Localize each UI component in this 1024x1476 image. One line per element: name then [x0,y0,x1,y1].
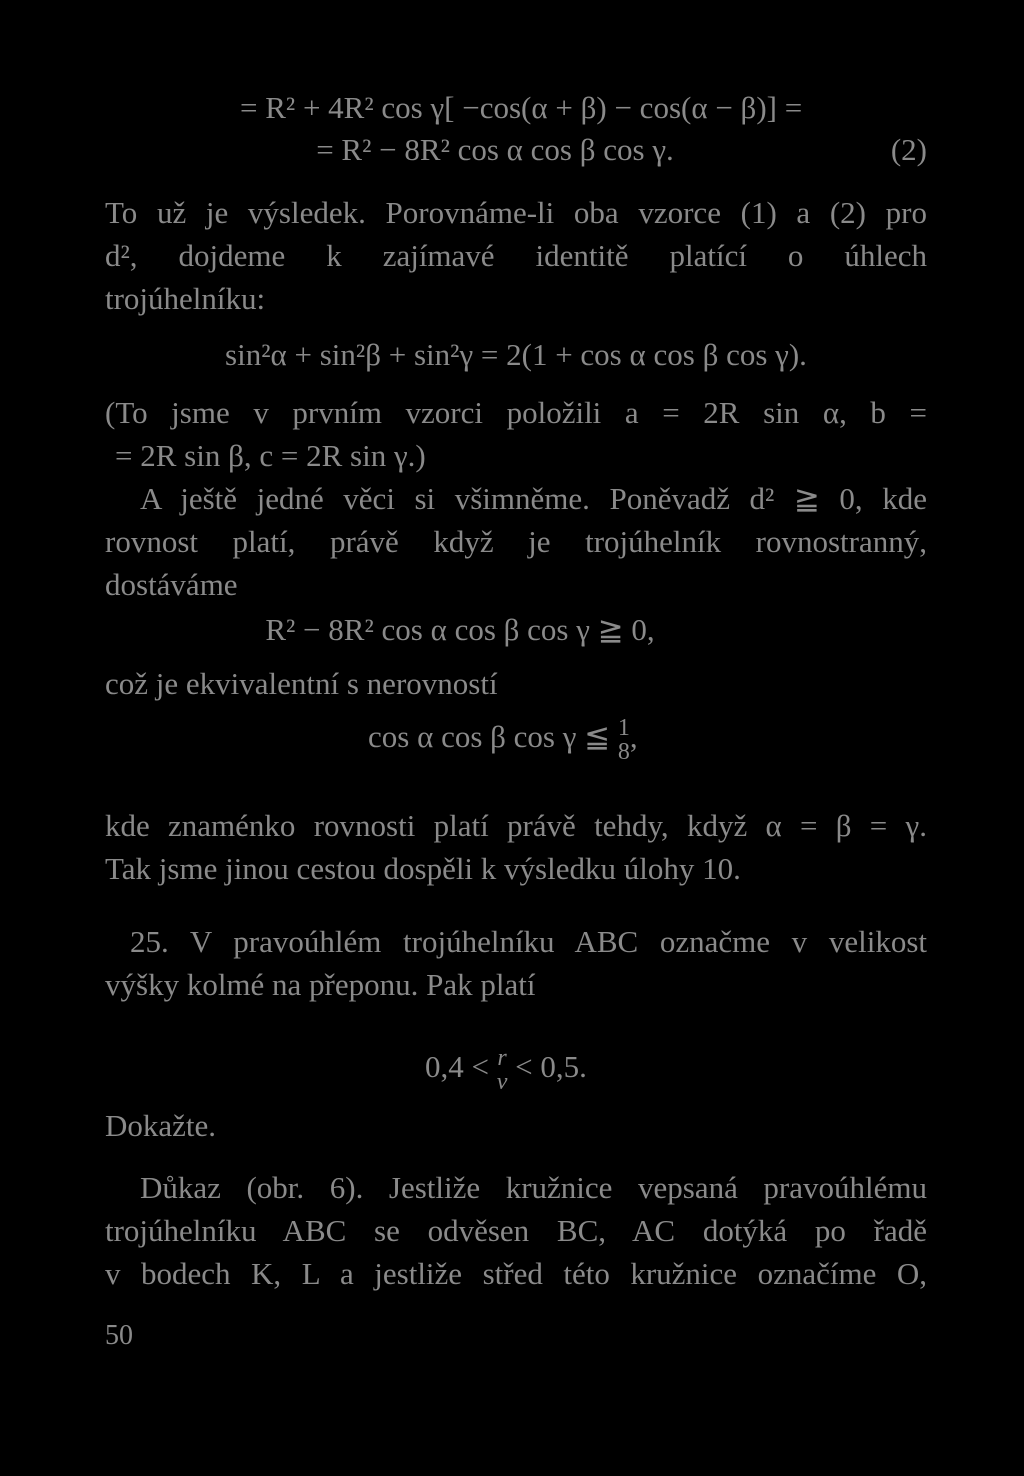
identity-formula: sin²α + sin²β + sin²γ = 2(1 + cos α cos β cos γ). [225,337,807,372]
inequality-2-tail: , [629,719,638,755]
page-number: 50 [105,1320,133,1351]
inequality-1: R² − 8R² cos α cos β cos γ ≧ 0, [265,612,655,647]
equation-line-1: = R² + 4R² cos γ[ −cos(α + β) − cos(α − β)] = [240,90,803,125]
equation-2: = R² − 8R² cos α cos β cos γ. [316,132,674,167]
inequality-2 [368,716,768,776]
proof-line: trojúhelníku ABC se odvěsen BC, AC dotýká po řadě [105,1213,927,1248]
fraction-denominator: 8 [617,739,630,765]
inequality-2-left: cos α cos β cos γ ≦ [368,719,611,755]
problem-line: výšky kolmé na přeponu. Pak platí [105,967,536,1002]
text-line: d², dojdeme k zajímavé identitě platící o úhlech [105,238,927,273]
prove-label: Dokažte. [105,1108,217,1143]
proof-line: v bodech K, L a jestliže střed této kružnice označíme O, [105,1256,927,1291]
inequality-3-right: < 0,5. [515,1049,587,1085]
text-line: A ještě jedné věci si všimněme. Poněvadž d² ≧ 0, kde [140,481,927,516]
fraction-denominator: v [496,1069,508,1095]
text-line: Tak jsme jinou cestou dospěli k výsledku úlohy 10. [105,851,741,886]
text-line: (To jsme v prvním vzorci položili a = 2R sin α, b = [105,395,927,430]
equation-number: (2) [890,132,927,167]
proof-line: Důkaz (obr. 6). Jestliže kružnice vepsaná pravoúhlému [140,1170,927,1205]
text-line: což je ekvivalentní s nerovností [105,666,498,701]
fraction-numerator: r [497,1045,507,1071]
fraction-r-over-v [497,1046,508,1094]
text-line: dostáváme [105,567,238,602]
problem-line: 25. V pravoúhlém trojúhelníku ABC označme v velikost [130,924,927,959]
fraction-one-eighth [618,716,630,764]
text-line: To už je výsledek. Porovnáme-li oba vzorce (1) a (2) pro [105,195,927,230]
text-line: = 2R sin β, c = 2R sin γ.) [115,438,426,473]
text-line: rovnost platí, právě když je trojúhelník rovnostranný, [105,524,927,559]
text-line: kde znaménko rovnosti platí právě tehdy, když α = β = γ. [105,808,927,843]
fraction-numerator: 1 [617,715,630,741]
text-line: trojúhelníku: [105,281,266,316]
inequality-3 [425,1046,725,1106]
inequality-3-left: 0,4 < [425,1049,489,1085]
